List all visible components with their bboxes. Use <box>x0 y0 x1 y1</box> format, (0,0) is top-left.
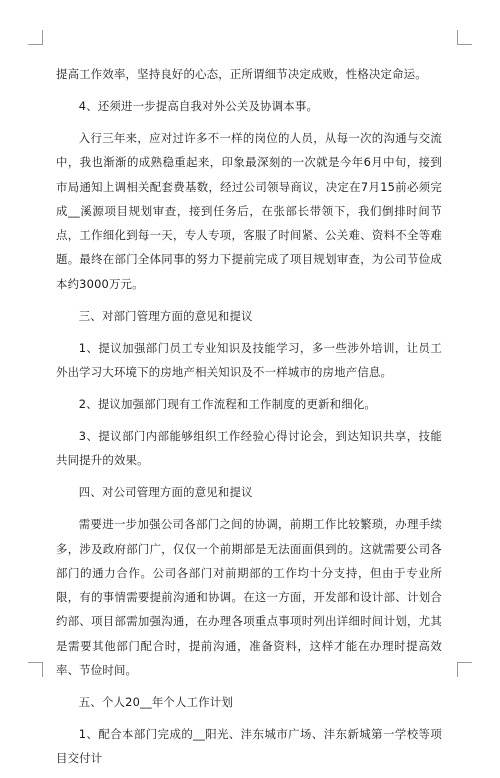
crop-mark-bottom-right <box>457 662 472 677</box>
section-heading: 三、对部门管理方面的意见和提议 <box>78 308 253 323</box>
list-item: 1、配合本部门完成的__阳光、沣东城市广场、沣东新城第一学校等项目交付计 <box>56 727 442 766</box>
paragraph: 提高工作效率，坚持良好的心态，正所谓细节决定成败，性格决定命运。 <box>56 67 427 81</box>
section-heading: 四、对公司管理方面的意见和提议 <box>78 485 253 500</box>
paragraph: 需要进一步加强公司各部门之间的协调，前期工作比较繁琐，办理手续多，涉及政府部门广，仅仅一个前期部是无法面面俱到的。这就需要公司各部门的通力合作。公司各部门对前期部的工作均十分支持，但由于专业所限，有的事情需要提前沟通和协调。在这一方面，开发部和设计部、计划合约部、项目部需加强沟通，在办理各项重点事项时列出详细时间计划，尤其是需要其他部门配合时，提前沟通，准备资料，这样才能在办理时提高效率、节俭时间。 <box>56 517 442 678</box>
section-heading: 五、个人20__年个人工作计划 <box>78 695 233 710</box>
paragraph: 入行三年来，应对过许多不一样的岗位的人员，从每一次的沟通与交流中，我也渐渐的成熟稳重起来，印象最深刻的一次就是今年6月中旬，接到市局通知上调相关配套费基数，经过公司领导商议，决定在7月15前必须完成__溪源项目规划审查，接到任务后，在张部长带领下，我们倒排时间节点，工作细化到每一天，专人专项，客服了时间紧、公关难、资料不全等难题。最终在部门全体同事的努力下提前完成了项目规划审查，为公司节俭成本约3000万元。 <box>56 130 442 291</box>
list-item-heading: 4、还须进一步提高自我对外公关及协调本事。 <box>78 98 319 113</box>
list-item: 3、提议部门内部能够组织工作经验心得讨论会，到达知识共享，技能共同提升的效果。 <box>56 428 442 468</box>
crop-mark-top-left <box>28 30 43 45</box>
list-item: 1、提议加强部门员工专业知识及技能学习，多一些涉外培训，让员工外出学习大环境下的房地产相关知识及不一样城市的房地产信息。 <box>56 340 442 380</box>
crop-mark-top-right <box>457 30 472 45</box>
crop-mark-bottom-left <box>28 662 43 677</box>
document-body <box>56 62 442 778</box>
list-item: 2、提议加强部门现有工作流程和工作制度的更新和细化。 <box>78 397 377 411</box>
